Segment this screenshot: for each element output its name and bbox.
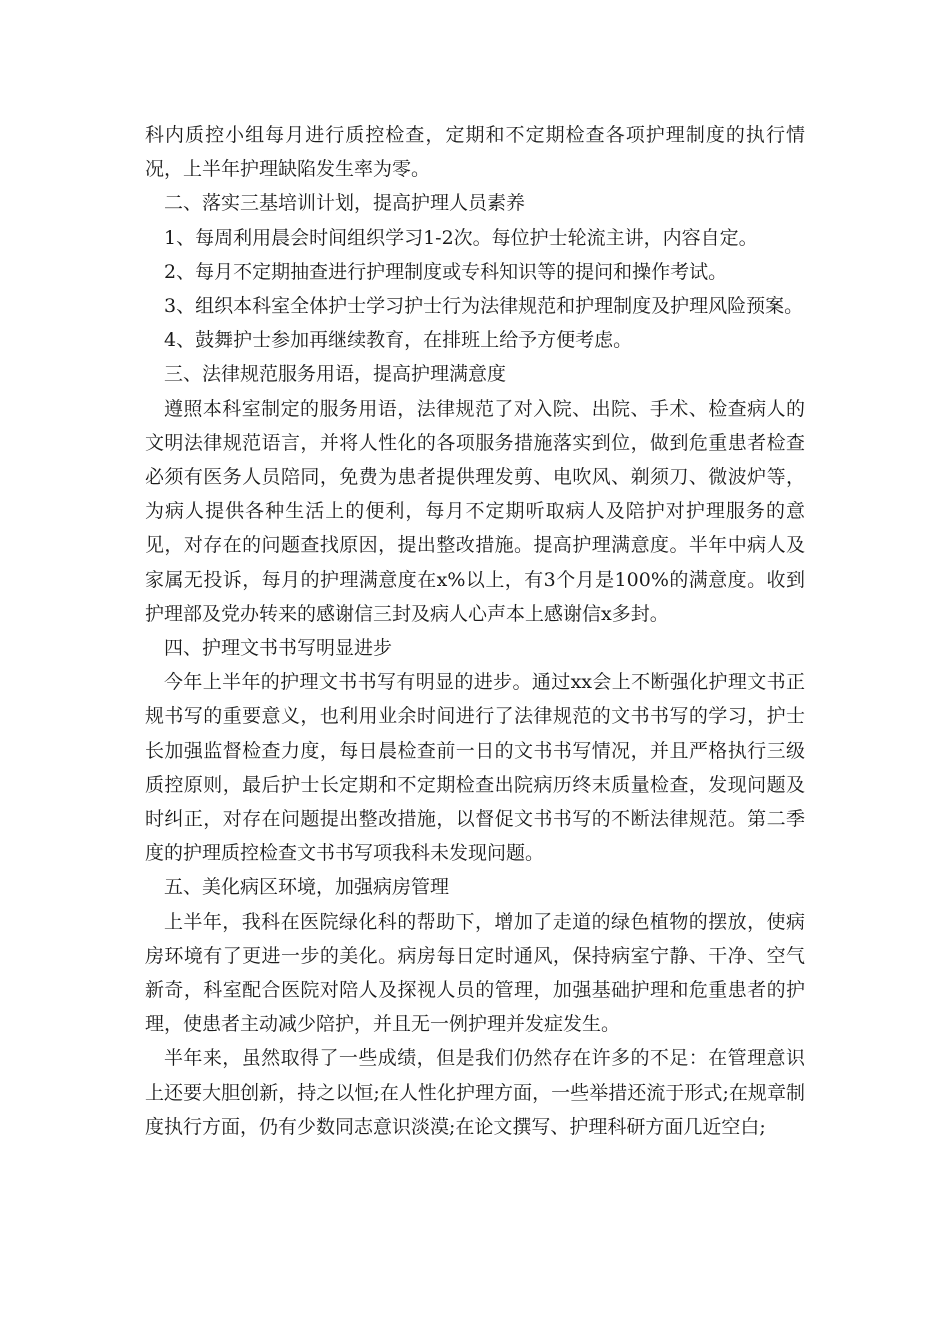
paragraph-continuation: 科内质控小组每月进行质控检查，定期和不定期检查各项护理制度的执行情况，上半年护理缺陷发生率为零。 <box>145 124 805 181</box>
paragraph-service: 遵照本科室制定的服务用语，法律规范了对入院、出院、手术、检查病人的文明法律规范语言，并将人性化的各项服务措施落实到位，做到危重患者检查必须有医务人员陪同，免费为患者提供理发剪、电吹风、剃须刀、微波炉等，为病人提供各种生活上的便利，每月不定期听取病人及陪护对护理服务的意见，对存在的问题查找原因，提出整改措施。提高护理满意度。半年中病人及家属无投诉，每月的护理满意度在x%以上，有3个月是100%的满意度。收到护理部及党办转来的感谢信三封及病人心声本上感谢信x多封。 <box>145 397 805 625</box>
section-heading-2: 二、落实三基培训计划，提高护理人员素养 <box>164 192 526 215</box>
document-body <box>145 118 805 1144</box>
section-heading-4: 四、护理文书书写明显进步 <box>164 637 393 660</box>
paragraph-environment: 上半年，我科在医院绿化科的帮助下，增加了走道的绿色植物的摆放，使病房环境有了更进一步的美化。病房每日定时通风，保持病室宁静、干净、空气新奇，科室配合医院对陪人及探视人员的管理，加强基础护理和危重患者的护理，使患者主动减少陪护，并且无一例护理并发症发生。 <box>145 910 805 1036</box>
section-heading-5: 五、美化病区环境，加强病房管理 <box>164 876 450 899</box>
paragraph-summary: 半年来，虽然取得了一些成绩，但是我们仍然存在许多的不足：在管理意识上还要大胆创新，持之以恒;在人性化护理方面，一些举措还流于形式;在规章制度执行方面，仍有少数同志意识淡漠;在论文撰写、护理科研方面几近空白; <box>145 1047 805 1138</box>
paragraph-documents: 今年上半年的护理文书书写有明显的进步。通过xx会上不断强化护理文书正规书写的重要意义，也利用业余时间进行了法律规范的文书书写的学习，护士长加强监督检查力度，每日晨检查前一日的文书书写情况，并且严格执行三级质控原则，最后护士长定期和不定期检查出院病历终末质量检查，发现问题及时纠正，对存在问题提出整改措施，以督促文书书写的不断法律规范。第二季度的护理质控检查文书书写项我科未发现问题。 <box>145 671 805 865</box>
section-heading-3: 三、法律规范服务用语，提高护理满意度 <box>164 363 507 386</box>
list-item-3: 3、组织本科室全体护士学习护士行为法律规范和护理制度及护理风险预案。 <box>164 295 804 318</box>
list-item-1: 1、每周利用晨会时间组织学习1-2次。每位护士轮流主讲，内容自定。 <box>164 226 758 249</box>
list-item-4: 4、鼓舞护士参加再继续教育，在排班上给予方便考虑。 <box>164 329 633 352</box>
list-item-2: 2、每月不定期抽查进行护理制度或专科知识等的提问和操作考试。 <box>164 260 728 283</box>
